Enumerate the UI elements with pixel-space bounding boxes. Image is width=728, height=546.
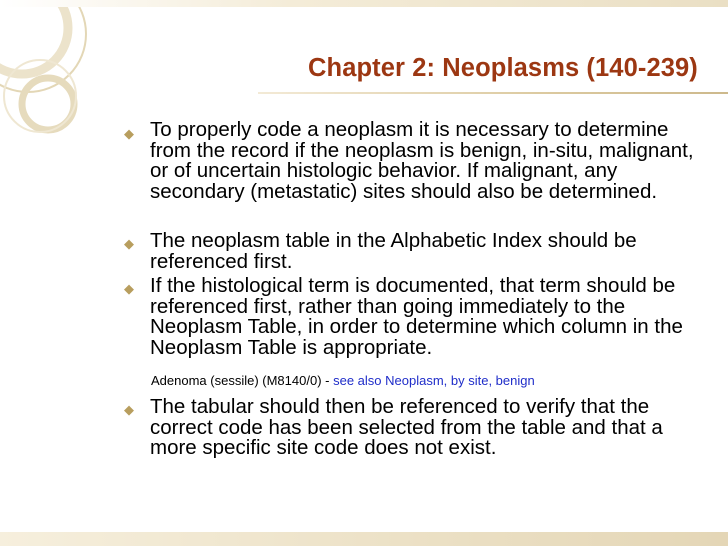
index-entry-example	[151, 373, 535, 388]
bullet-text: If the histological term is documented, that term should be referenced first, rather than going immediately to the Neoplasm Table, in order to determine which column in the Neoplasm Table is appropriate.	[150, 274, 683, 359]
bullet-text: To properly code a neoplasm it is necessary to determine from the record if the neoplasm is benign, in-situ, malignant, or of uncertain histologic behavior. If malignant, any secondary (metastatic) sites should also be determined.	[150, 118, 694, 203]
slide-title: Chapter 2: Neoplasms (140-239)	[308, 54, 698, 82]
bullet-icon: ◆	[124, 402, 134, 417]
bottom-accent-bar	[0, 532, 728, 546]
top-accent-bar	[0, 0, 728, 7]
bullet-text: The neoplasm table in the Alphabetic Index should be referenced first.	[150, 229, 637, 273]
decorative-circles	[0, 0, 140, 140]
see-also-link[interactable]: see also Neoplasm, by site, benign	[333, 373, 535, 388]
bullet-text: The tabular should then be referenced to verify that the correct code has been selected from the table and that a more specific site code does not exist.	[150, 395, 663, 460]
index-entry-separator: -	[321, 373, 334, 388]
bullet-icon: ◆	[124, 236, 134, 251]
bullet-icon: ◆	[124, 126, 134, 141]
index-entry-term: Adenoma (sessile) (M8140/0)	[151, 373, 322, 388]
bullet-icon: ◆	[124, 281, 134, 296]
title-underline	[258, 92, 728, 94]
